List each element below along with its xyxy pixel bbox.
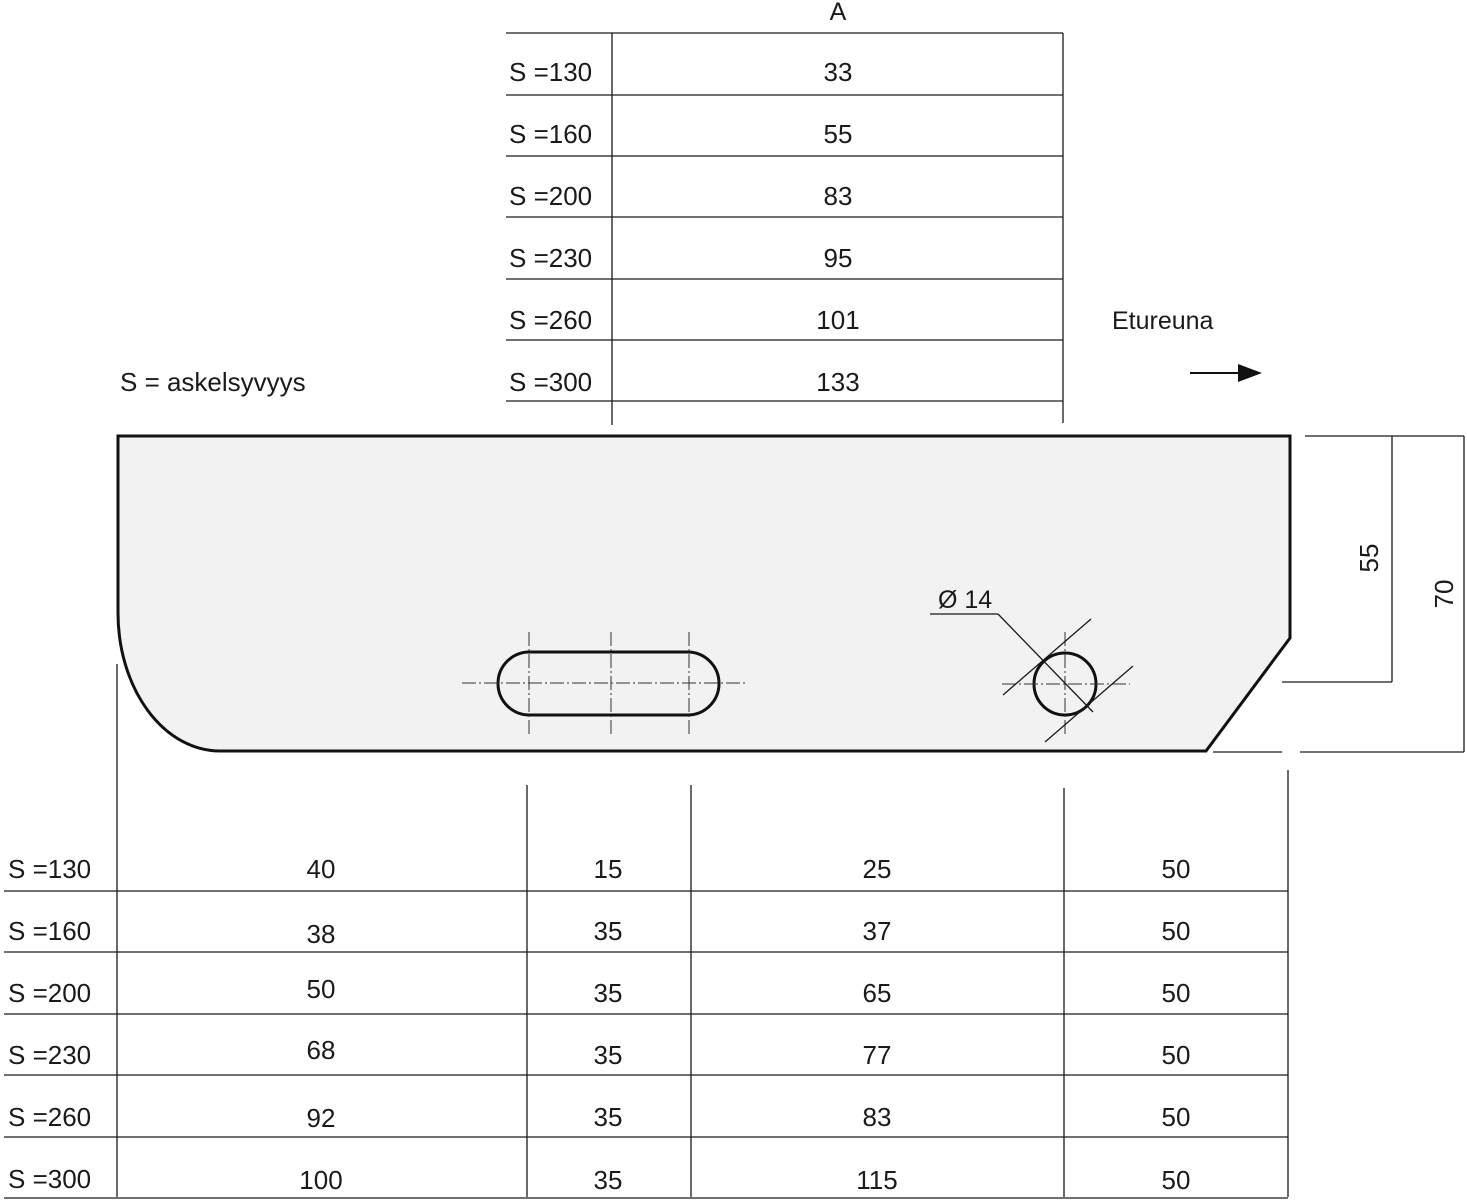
bottom-table-cell: 35 [593, 978, 623, 1008]
bottom-table-cell: 50 [1161, 916, 1191, 946]
bottom-table-cell: 50 [1161, 1102, 1191, 1132]
top-table-header: A [829, 0, 847, 26]
bottom-table-cell: 65 [862, 978, 892, 1008]
legend-text: S = askelsyvyys [120, 367, 306, 397]
direction-arrow-icon [1190, 364, 1262, 382]
top-table-row-label: S =200 [509, 181, 593, 211]
bottom-table-row-label: S =200 [8, 978, 92, 1008]
bottom-table-cell: 40 [306, 854, 336, 884]
bottom-table-row-label: S =130 [8, 854, 92, 884]
bottom-table-cell: 15 [593, 854, 623, 884]
bottom-table-cell: 35 [593, 1102, 623, 1132]
bottom-table-cell: 68 [306, 1035, 336, 1065]
direction-label: Etureuna [1112, 307, 1214, 335]
dimension-55-label: 55 [1354, 543, 1384, 573]
top-table-row-value: 95 [823, 243, 853, 273]
bottom-table-cell: 50 [306, 974, 336, 1004]
bottom-table-cell: 35 [593, 916, 623, 946]
bottom-table-row-label: S =230 [8, 1040, 92, 1070]
bottom-table-cell: 35 [593, 1040, 623, 1070]
bottom-table-cell: 100 [299, 1165, 343, 1195]
bottom-table-cell: 38 [306, 919, 336, 949]
bottom-table-cell: 115 [856, 1165, 898, 1195]
bottom-table-cell: 25 [862, 854, 892, 884]
bottom-table-cell: 83 [862, 1102, 892, 1132]
bottom-table-row-label: S =160 [8, 916, 92, 946]
plate-outline [118, 436, 1290, 751]
top-table-row-value: 55 [823, 119, 853, 149]
top-table-row-value: 83 [823, 181, 853, 211]
top-table-row-label: S =300 [509, 367, 593, 397]
top-table-row-label: S =230 [509, 243, 593, 273]
bottom-table-cell: 50 [1161, 1040, 1191, 1070]
top-table-row-label: S =260 [509, 305, 593, 335]
top-table-row-label: S =160 [509, 119, 593, 149]
bottom-table-row-label: S =260 [8, 1102, 92, 1132]
top-table-row-value: 133 [816, 367, 860, 397]
bottom-table-cell: 50 [1161, 978, 1191, 1008]
top-table-row-value: 101 [816, 305, 860, 335]
top-table [506, 0, 1063, 425]
bottom-table-cell: 77 [862, 1040, 892, 1070]
dimension-70-label: 70 [1429, 579, 1459, 609]
bottom-table-cell: 50 [1161, 854, 1191, 884]
bottom-table-cell: 35 [593, 1165, 623, 1195]
bottom-table-cell: 92 [306, 1103, 336, 1133]
bottom-table-cell: 50 [1161, 1165, 1191, 1195]
bottom-table-row-label: S =300 [8, 1164, 92, 1194]
top-table-row-label: S =130 [509, 57, 593, 87]
bottom-table-cell: 37 [862, 916, 892, 946]
top-table-row-value: 33 [823, 57, 853, 87]
hole-diameter-label: Ø 14 [938, 586, 993, 614]
